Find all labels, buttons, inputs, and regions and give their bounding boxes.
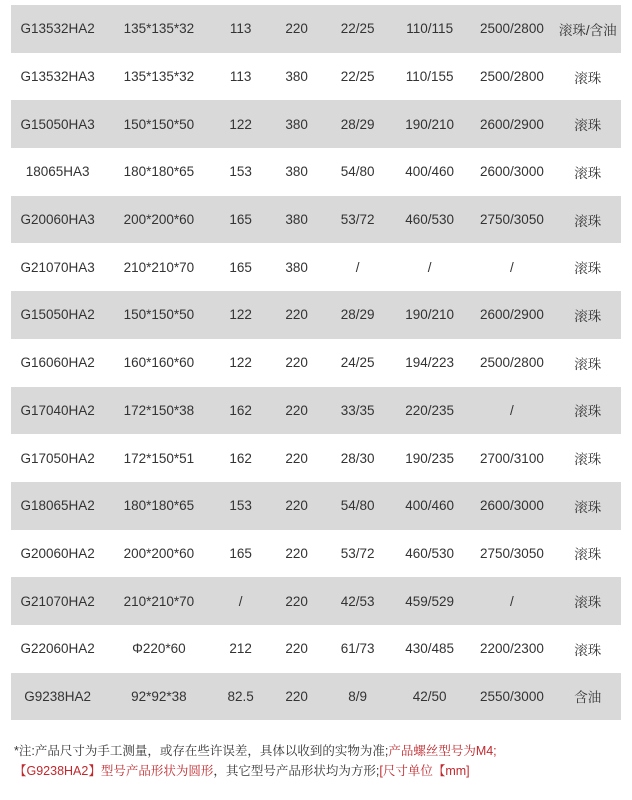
cell-airflow: 190/210 <box>405 116 455 132</box>
cell-model: 18065HA3 <box>25 164 90 180</box>
cell-bearing: 滚珠 <box>574 308 602 324</box>
cell-model: G13532HA3 <box>20 69 95 85</box>
cell-power: 24/25 <box>340 355 375 371</box>
cell-speed: 2500/2800 <box>480 355 544 371</box>
cell-voltage: 380 <box>285 259 308 275</box>
cell-weight: 165 <box>229 259 252 275</box>
cell-power: 33/35 <box>340 402 375 418</box>
cell-voltage: 380 <box>285 116 308 132</box>
cell-bearing: 滚珠 <box>574 499 602 515</box>
table-row <box>11 434 621 482</box>
cell-weight: 113 <box>229 21 252 37</box>
cell-model: G18065HA2 <box>20 498 95 514</box>
cell-airflow: 190/235 <box>405 450 455 466</box>
footnote-round-model-text: 【G9238HA2】型号产品形状为圆形 <box>14 764 214 778</box>
cell-power: 28/29 <box>340 307 375 323</box>
cell-size: 172*150*51 <box>123 450 195 466</box>
cell-bearing: 滚珠 <box>574 595 602 611</box>
cell-weight: 165 <box>229 545 252 561</box>
cell-bearing: 滚珠 <box>574 213 602 229</box>
cell-voltage: 380 <box>285 164 308 180</box>
cell-power: 8/9 <box>348 688 367 704</box>
cell-weight: 82.5 <box>227 688 254 704</box>
table-row <box>11 387 621 435</box>
cell-voltage: 220 <box>285 688 308 704</box>
spec-table <box>11 5 621 720</box>
table-row <box>11 291 621 339</box>
footnote-screw-text: 产品螺丝型号为M4; <box>388 744 497 758</box>
cell-bearing: 滚珠 <box>574 356 602 372</box>
cell-speed: 2500/2800 <box>480 21 544 37</box>
cell-speed: 2750/3050 <box>480 212 544 228</box>
cell-voltage: 380 <box>285 69 308 85</box>
cell-weight: 153 <box>229 164 252 180</box>
table-row <box>11 196 621 244</box>
cell-weight: 122 <box>229 307 252 323</box>
cell-speed: 2600/2900 <box>480 307 544 323</box>
cell-voltage: 220 <box>285 355 308 371</box>
table-row <box>11 243 621 291</box>
cell-weight: 165 <box>229 212 252 228</box>
cell-model: G21070HA3 <box>20 259 95 275</box>
cell-airflow: / <box>427 259 432 275</box>
cell-airflow: 194/223 <box>405 355 455 371</box>
cell-size: Φ220*60 <box>132 641 186 657</box>
table-row <box>11 625 621 673</box>
cell-speed: / <box>510 402 514 418</box>
cell-power: 22/25 <box>340 21 375 37</box>
cell-model: G16060HA2 <box>20 355 95 371</box>
cell-model: G17040HA2 <box>20 402 95 418</box>
cell-voltage: 380 <box>285 212 308 228</box>
cell-speed: 2600/2900 <box>480 116 544 132</box>
cell-size: 210*210*70 <box>123 259 195 275</box>
cell-power: 28/30 <box>340 450 375 466</box>
footnote-line-2 <box>14 761 624 781</box>
footnote-square-text: ，其它型号产品形状均为方形; <box>213 764 380 778</box>
cell-bearing: 滚珠 <box>574 642 602 658</box>
cell-weight: 122 <box>229 116 252 132</box>
cell-voltage: 220 <box>285 21 308 37</box>
cell-airflow: 459/529 <box>405 593 455 609</box>
table-row <box>11 673 621 721</box>
cell-model: G9238HA2 <box>24 688 92 704</box>
cell-model: G20060HA3 <box>20 212 95 228</box>
cell-model: G15050HA3 <box>20 116 95 132</box>
cell-weight: 162 <box>229 402 252 418</box>
cell-power: 42/53 <box>340 593 375 609</box>
cell-airflow: 460/530 <box>405 212 455 228</box>
cell-size: 180*180*65 <box>123 498 195 514</box>
cell-speed: 2600/3000 <box>480 498 544 514</box>
cell-power: 28/29 <box>340 116 375 132</box>
cell-speed: / <box>510 593 514 609</box>
table-row <box>11 577 621 625</box>
cell-airflow: 400/460 <box>405 164 455 180</box>
cell-size: 135*135*32 <box>123 69 195 85</box>
cell-size: 150*150*50 <box>123 116 195 132</box>
cell-size: 180*180*65 <box>123 164 195 180</box>
cell-speed: 2500/2800 <box>480 69 544 85</box>
cell-bearing: 滚珠 <box>574 404 602 420</box>
cell-power: 54/80 <box>340 164 375 180</box>
cell-model: G17050HA2 <box>20 450 95 466</box>
cell-airflow: 400/460 <box>405 498 455 514</box>
cell-speed: 2750/3050 <box>480 545 544 561</box>
cell-weight: 153 <box>229 498 252 514</box>
cell-size: 135*135*32 <box>123 21 195 37</box>
cell-voltage: 220 <box>285 641 308 657</box>
cell-voltage: 220 <box>285 307 308 323</box>
cell-airflow: 220/235 <box>405 402 455 418</box>
cell-model: G13532HA2 <box>20 21 95 37</box>
cell-speed: / <box>510 259 514 275</box>
cell-airflow: 110/155 <box>405 69 454 85</box>
table-row <box>11 148 621 196</box>
cell-size: 200*200*60 <box>123 545 195 561</box>
table-row <box>11 339 621 387</box>
cell-weight: 122 <box>229 355 252 371</box>
cell-voltage: 220 <box>285 450 308 466</box>
cell-bearing: 滚珠 <box>574 452 602 468</box>
cell-speed: 2200/2300 <box>480 641 544 657</box>
footnote-measure-text: *注:产品尺寸为手工测量，或存在些许误差，具体以收到的实物为准; <box>14 744 389 758</box>
cell-speed: 2550/3000 <box>480 688 544 704</box>
footnote-line-1 <box>14 741 624 761</box>
cell-size: 200*200*60 <box>123 212 195 228</box>
cell-bearing: 滚珠 <box>574 547 602 563</box>
cell-airflow: 110/115 <box>406 21 454 37</box>
cell-bearing: 滚珠 <box>574 261 602 277</box>
footnote <box>14 741 624 781</box>
cell-bearing: 滚珠/含油 <box>558 22 617 38</box>
cell-airflow: 430/485 <box>405 641 455 657</box>
cell-voltage: 220 <box>285 545 308 561</box>
cell-voltage: 220 <box>285 402 308 418</box>
cell-size: 92*92*38 <box>131 688 187 704</box>
cell-weight: / <box>238 593 243 609</box>
cell-size: 210*210*70 <box>123 593 195 609</box>
cell-model: G20060HA2 <box>20 545 95 561</box>
table-row <box>11 530 621 578</box>
cell-voltage: 220 <box>285 498 308 514</box>
cell-size: 150*150*50 <box>123 307 195 323</box>
cell-power: 53/72 <box>340 545 375 561</box>
cell-power: 53/72 <box>340 212 375 228</box>
cell-airflow: 460/530 <box>405 545 455 561</box>
cell-model: G15050HA2 <box>20 307 95 323</box>
cell-weight: 162 <box>229 450 252 466</box>
table-row <box>11 5 621 53</box>
cell-voltage: 220 <box>285 593 308 609</box>
cell-model: G22060HA2 <box>20 641 95 657</box>
cell-power: 22/25 <box>340 69 375 85</box>
table-row <box>11 100 621 148</box>
cell-model: G21070HA2 <box>20 593 95 609</box>
cell-size: 172*150*38 <box>123 402 195 418</box>
cell-weight: 212 <box>229 641 252 657</box>
cell-power: / <box>355 259 360 275</box>
table-row <box>11 53 621 101</box>
footnote-unit-text: [尺寸单位【mm] <box>379 764 470 778</box>
cell-speed: 2600/3000 <box>480 164 544 180</box>
cell-weight: 113 <box>229 69 252 85</box>
cell-bearing: 滚珠 <box>574 118 602 134</box>
cell-size: 160*160*60 <box>123 355 195 371</box>
cell-airflow: 190/210 <box>405 307 455 323</box>
table-row <box>11 482 621 530</box>
cell-bearing: 含油 <box>574 690 602 706</box>
cell-power: 54/80 <box>340 498 375 514</box>
cell-power: 61/73 <box>340 641 375 657</box>
cell-speed: 2700/3100 <box>480 450 544 466</box>
cell-bearing: 滚珠 <box>574 165 602 181</box>
cell-airflow: 42/50 <box>412 688 447 704</box>
cell-bearing: 滚珠 <box>574 70 602 86</box>
